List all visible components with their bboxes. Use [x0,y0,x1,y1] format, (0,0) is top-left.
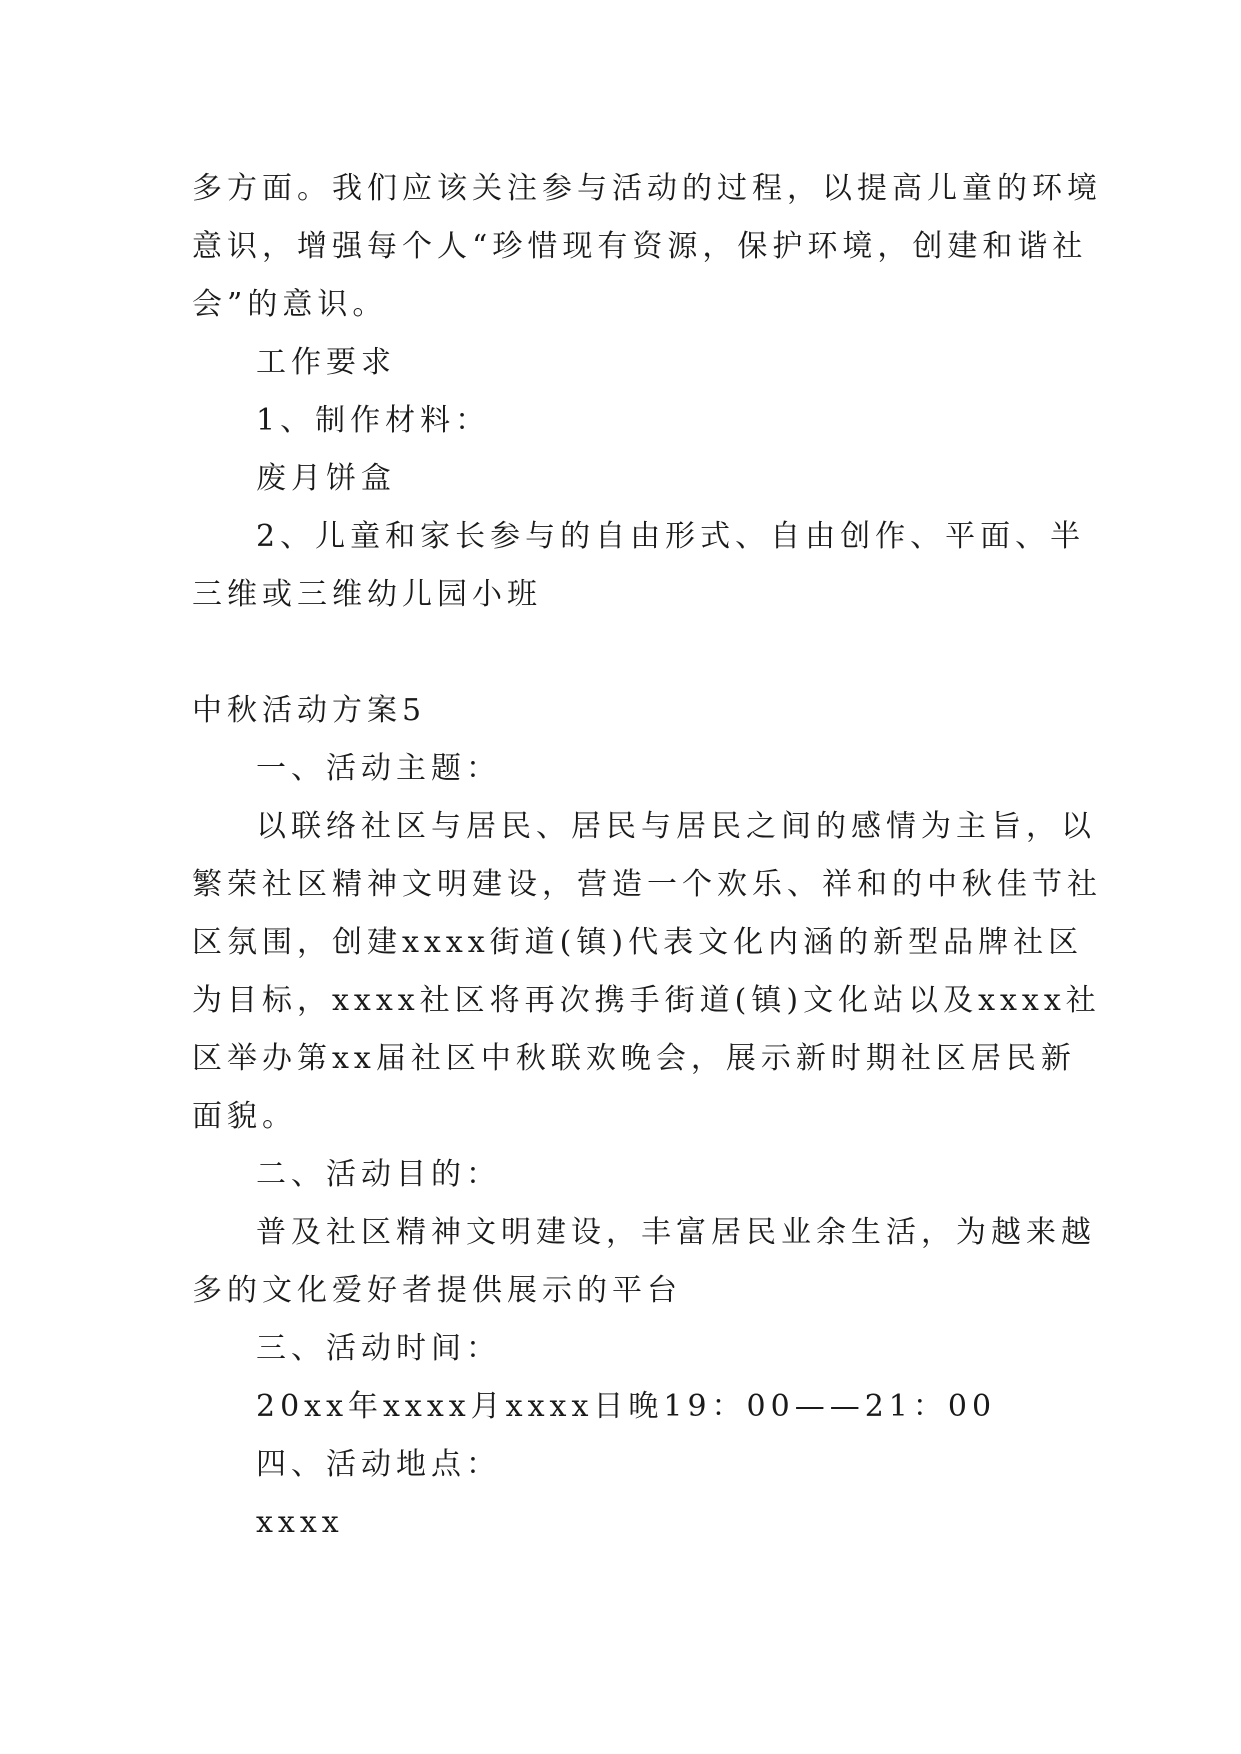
paragraph-line: 繁荣社区精神文明建设，营造一个欢乐、祥和的中秋佳节社 [192,867,1102,902]
paragraph-line: 区举办第xx届社区中秋联欢晚会，展示新时期社区居民新 [192,1041,1076,1076]
heading-activity-purpose: 二、活动目的： [256,1157,501,1192]
list-item-participation: 2、儿童和家长参与的自由形式、自由创作、平面、半 [256,519,1086,554]
heading-activity-theme: 一、活动主题： [256,751,501,786]
paragraph-line: 多方面。我们应该关注参与活动的过程，以提高儿童的环境 [192,171,1102,206]
paragraph-line: 多的文化爱好者提供展示的平台 [192,1273,682,1308]
materials-value: 废月饼盒 [256,461,396,496]
paragraph-line: 为目标，xxxx社区将再次携手街道(镇)文化站以及xxxx社 [192,983,1101,1018]
section-heading-work-requirements: 工作要求 [256,345,396,380]
paragraph-line: 以联络社区与居民、居民与居民之间的感情为主旨，以 [256,809,1096,844]
paragraph-line: 区氛围，创建xxxx街道(镇)代表文化内涵的新型品牌社区 [192,925,1084,960]
list-item-materials: 1、制作材料： [256,403,491,438]
heading-activity-location: 四、活动地点： [256,1447,501,1482]
heading-activity-time: 三、活动时间： [256,1331,501,1366]
paragraph-line: 普及社区精神文明建设，丰富居民业余生活，为越来越 [256,1215,1096,1250]
activity-location-value: xxxx [256,1505,344,1540]
section-gap [192,624,1056,682]
paragraph-line: 面貌。 [192,1099,297,1134]
paragraph-line: 三维或三维幼儿园小班 [192,577,542,612]
activity-time-value: 20xx年xxxx月xxxx日晚19：00——21：00 [256,1389,997,1424]
paragraph-line: 会”的意识。 [192,287,388,322]
section-title-plan-5: 中秋活动方案5 [192,693,427,728]
paragraph-line: 意识，增强每个人“珍惜现有资源，保护环境，创建和谐社 [192,229,1088,264]
document-body [192,160,1102,1552]
